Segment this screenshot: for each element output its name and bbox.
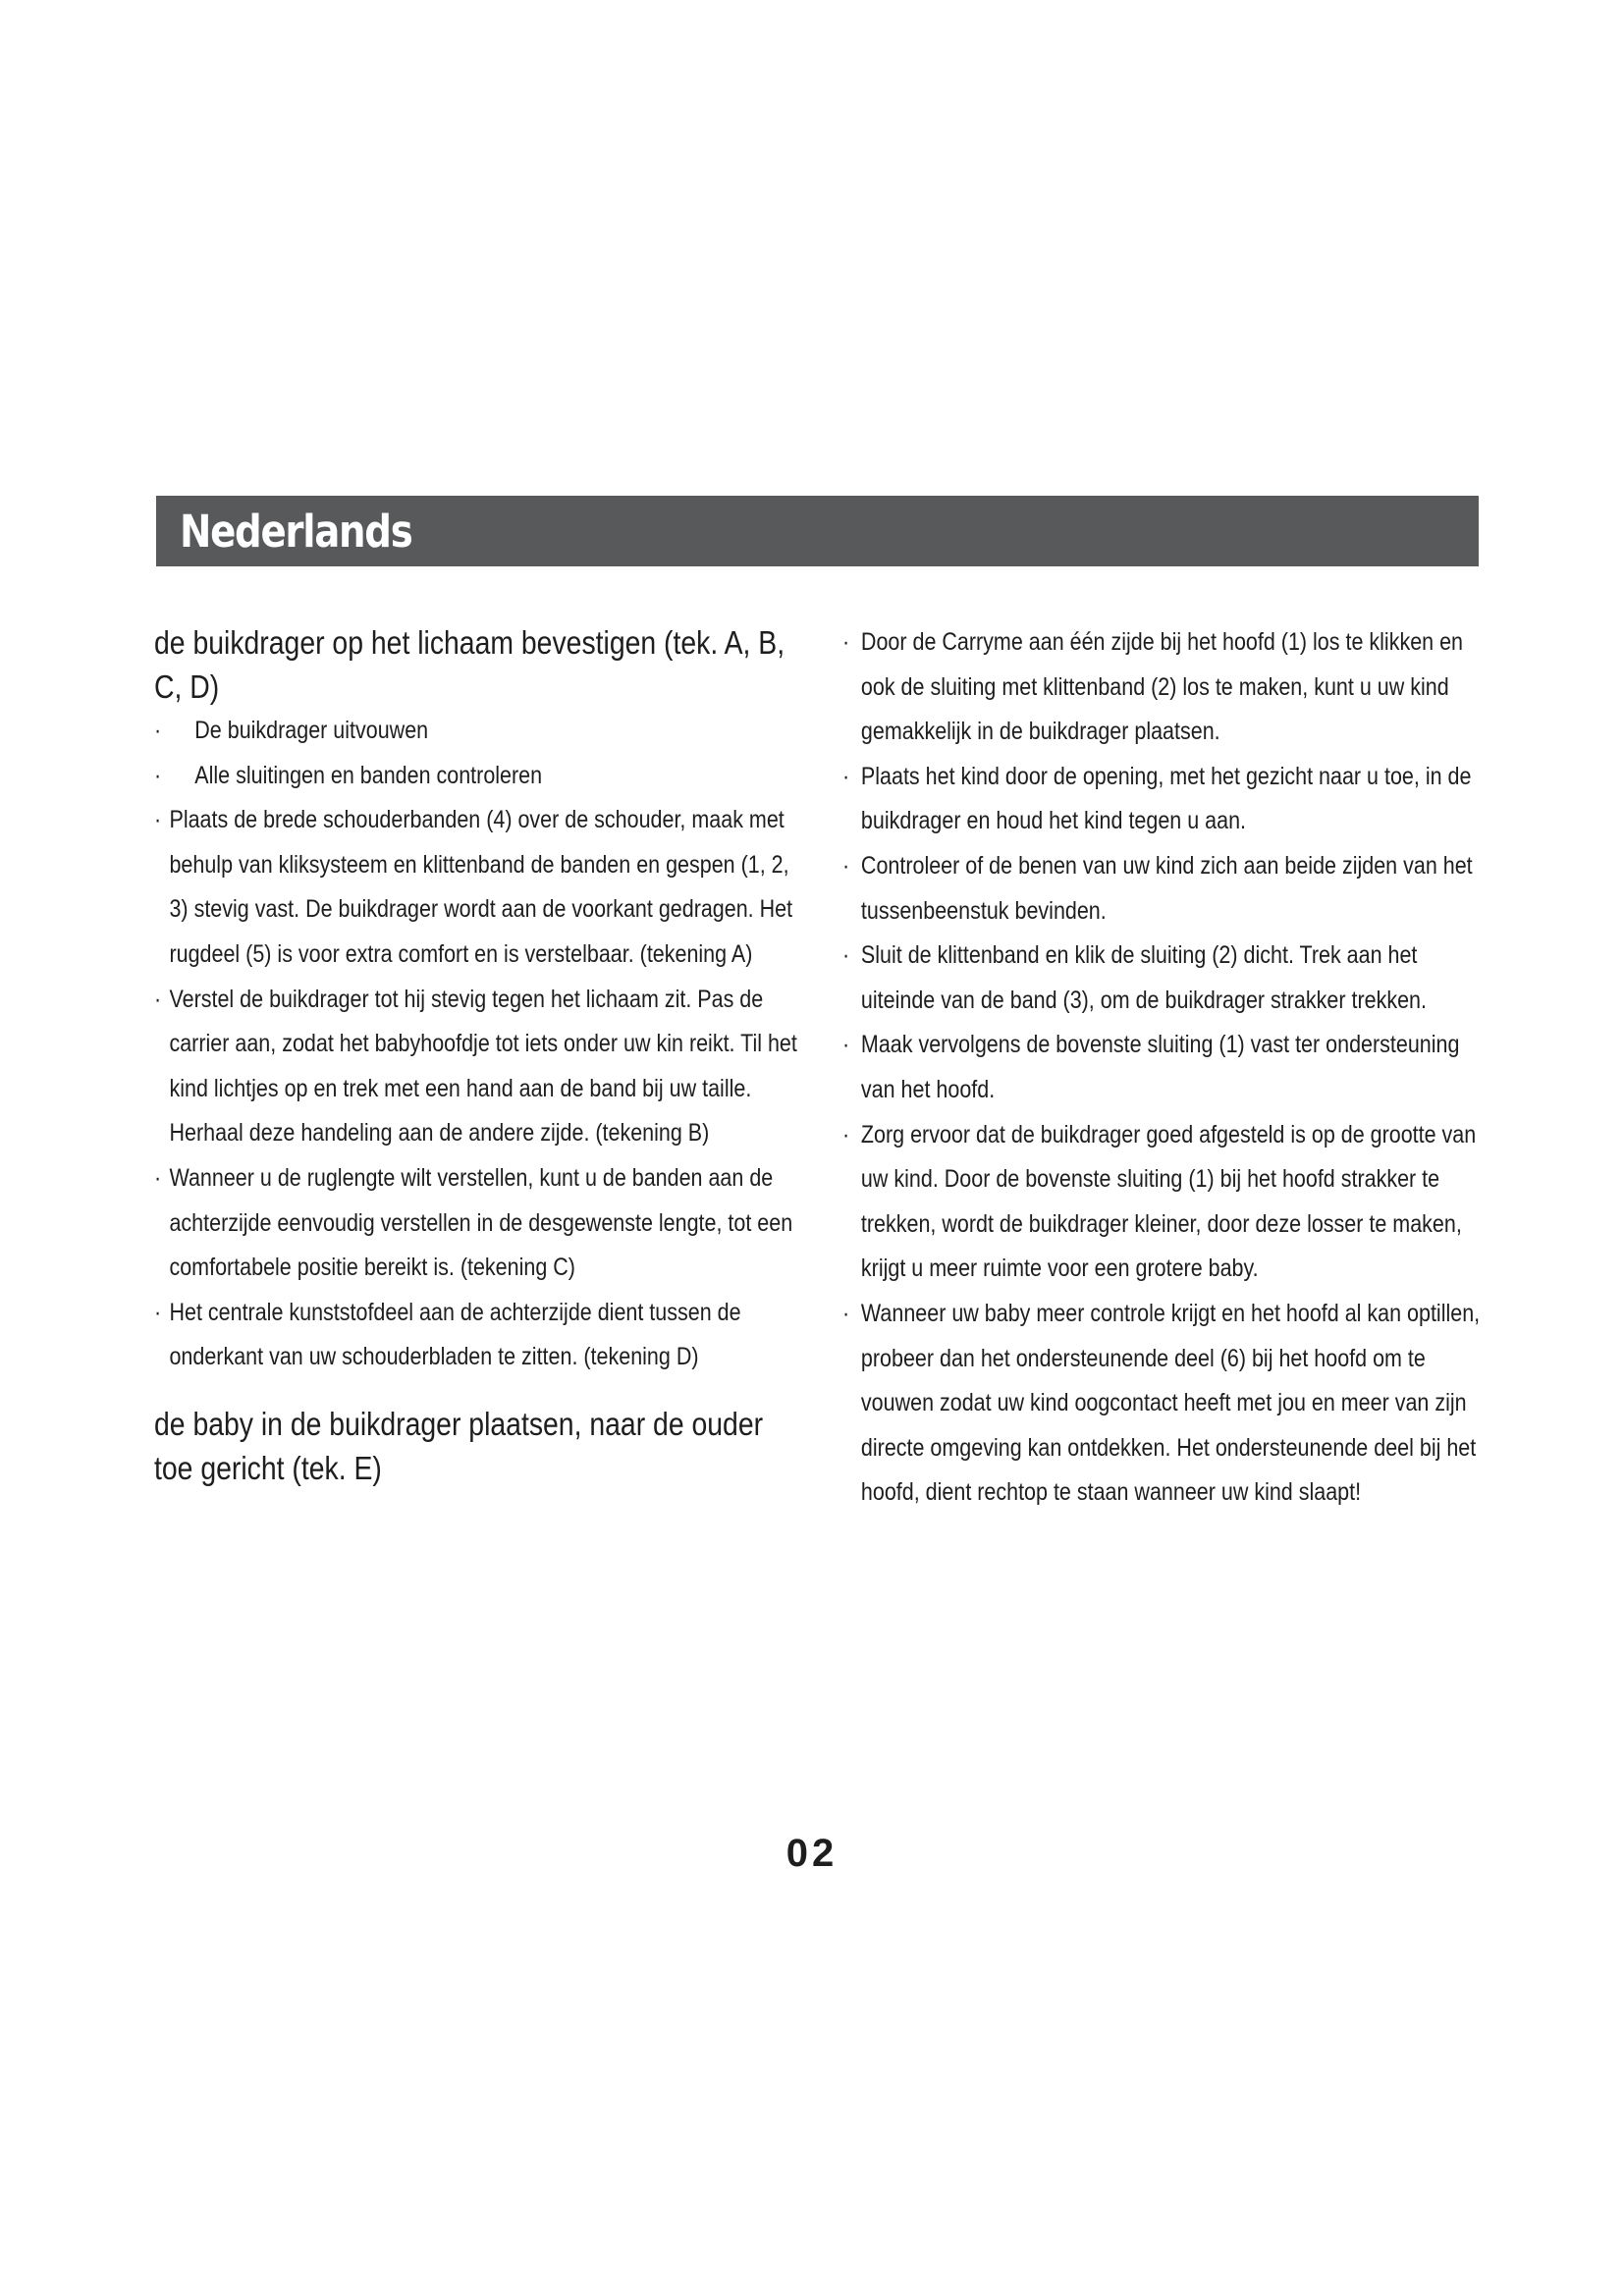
bullet: · <box>842 1299 850 1327</box>
page-number: 02 <box>785 1832 839 1875</box>
list-item: · Maak vervolgens de bovenste sluiting (1) vast ter ondersteuning van het hoofd. <box>842 1023 1489 1112</box>
instruction-list-right <box>842 620 1490 1516</box>
list-item: · Het centrale kunststofdeel aan de achterzijde dient tussen de onderkant van uw schouderbladen te zitten. (tekening D) <box>154 1291 800 1380</box>
bullet: · <box>842 762 850 790</box>
bullet: · <box>154 985 162 1013</box>
list-item: · Plaats het kind door de opening, met het gezicht naar u toe, in de buikdrager en houd het kind tegen u aan. <box>842 755 1489 844</box>
right-column <box>842 620 1490 1516</box>
language-title: Nederlands <box>180 505 412 558</box>
list-item: · Controleer of de benen van uw kind zich aan beide zijden van het tussenbeenstuk bevinden. <box>842 844 1489 934</box>
list-item: · Sluit de klittenband en klik de sluiting (2) dicht. Trek aan het uiteinde van de band (3), om de buikdrager strakker trekken. <box>842 934 1489 1023</box>
bullet: · <box>154 1298 162 1326</box>
list-item: · Wanneer u de ruglengte wilt verstellen, kunt u de banden aan de achterzijde eenvoudig verstellen in de desgewenste lengte, tot een comfortabele positie bereikt is. (tekening C) <box>154 1156 800 1291</box>
section-heading-place-baby: de baby in de buikdrager plaatsen, naar de ouder toe gericht (tek. E) <box>154 1405 764 1486</box>
bullet: · <box>842 628 850 656</box>
list-item: · Plaats de brede schouderbanden (4) over de schouder, maak met behulp van kliksysteem en klittenband de banden en gespen (1, 2, 3) stevig vast. De buikdrager wordt aan de voorkant gedragen. Het rugdeel (5) is voor extra comfort en is verstelbaar. (tekening A) <box>154 798 800 977</box>
list-item: · Verstel de buikdrager tot hij stevig tegen het lichaam zit. Pas de carrier aan, zodat het babyhoofdje tot iets onder uw kin reikt. Til het kind lichtjes op en trek met een hand aan de band bij uw taille. Herhaal deze handeling aan de andere zijde. (tekening B) <box>154 978 800 1156</box>
instruction-list-left <box>154 798 802 1380</box>
bullet: · <box>842 1031 850 1059</box>
list-item: · Zorg ervoor dat de buikdrager goed afgesteld is op de grootte van uw kind. Door de bovenste sluiting (1) bij het hoofd strakker te trekken, wordt de buikdrager kleiner, door deze losser te maken, krijgt u meer ruimte voor een grotere baby. <box>842 1113 1489 1292</box>
simple-list <box>154 709 802 798</box>
list-item: · Alle sluitingen en banden controleren <box>154 754 800 799</box>
bullet: · <box>154 1163 162 1192</box>
bullet: · <box>154 761 162 789</box>
list-item: · Wanneer uw baby meer controle krijgt en het hoofd al kan optillen, probeer dan het ondersteunende deel (6) bij het hoofd om te vouwen zodat uw kind oogcontact heeft met jou en meer van zijn directe omgeving kan ontdekken. Het ondersteunende deel bij het hoofd, dient rechtop te staan wanneer uw kind slaapt! <box>842 1292 1489 1516</box>
bullet: · <box>154 806 162 834</box>
list-item: · De buikdrager uitvouwen <box>154 709 800 754</box>
list-item: · Door de Carryme aan één zijde bij het hoofd (1) los te klikken en ook de sluiting met klittenband (2) los te maken, kunt u uw kind gemakkelijk in de buikdrager plaatsen. <box>842 620 1489 755</box>
bullet: · <box>842 941 850 970</box>
section-heading-attach: de buikdrager op het lichaam bevestigen (tek. A, B, C, D) <box>154 624 785 705</box>
language-banner <box>156 496 1479 566</box>
left-column <box>154 620 802 1490</box>
bullet: · <box>154 717 162 744</box>
bullet: · <box>842 1120 850 1148</box>
bullet: · <box>842 851 850 880</box>
